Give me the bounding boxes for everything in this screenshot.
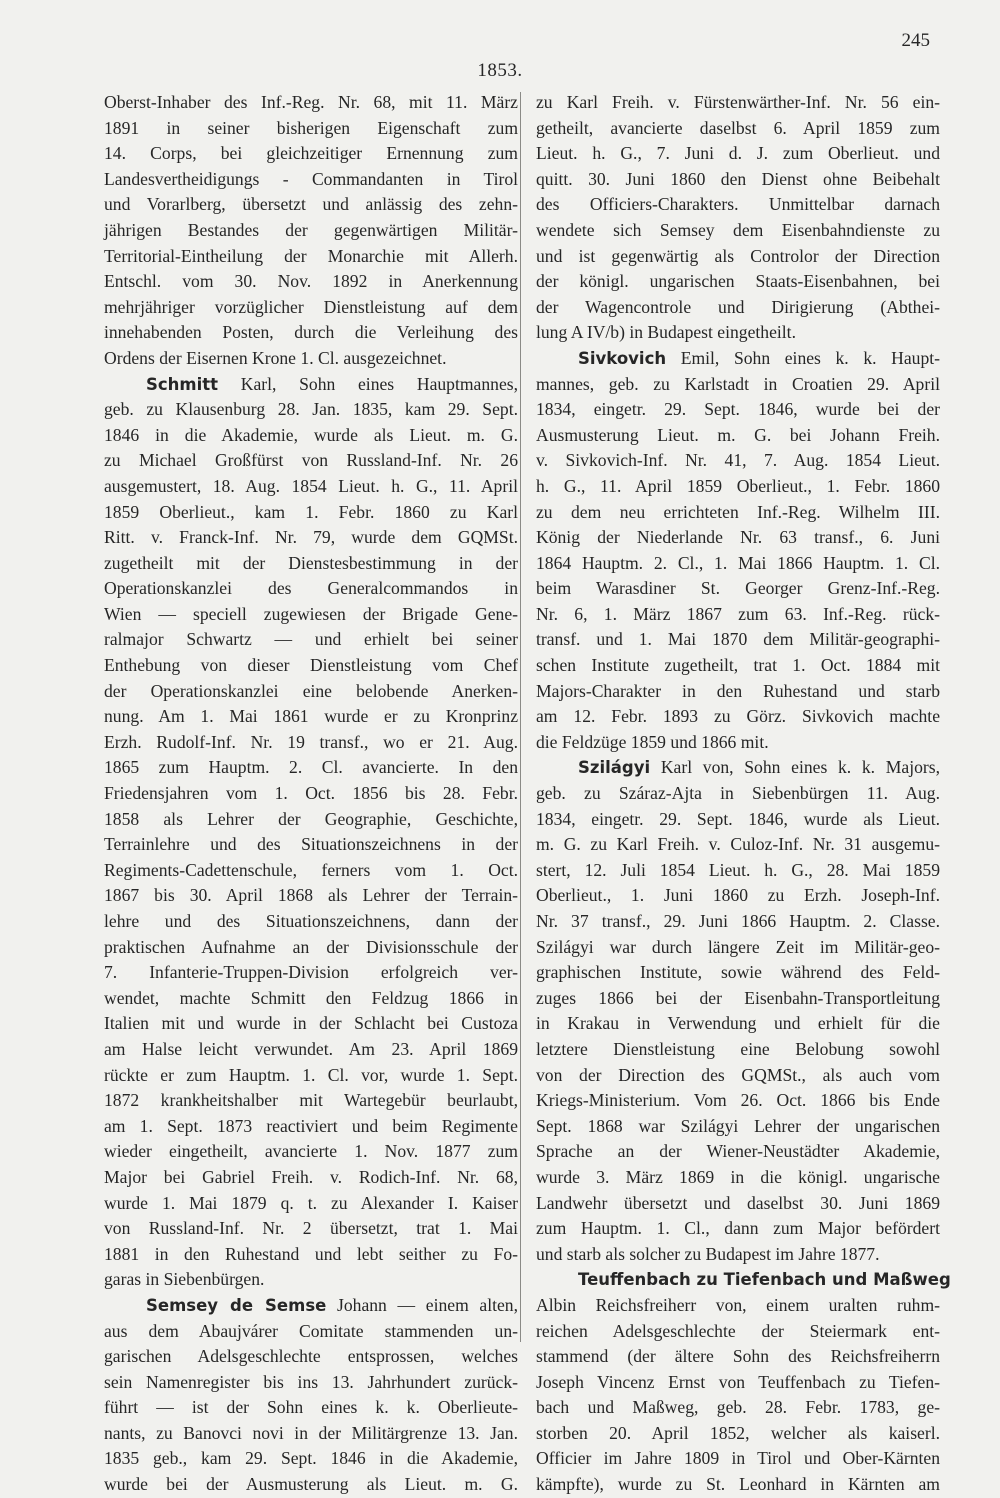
text-line [536, 295, 940, 321]
line-text: Entschl. vom 30. Nov. 1892 in Anerkennung [104, 271, 518, 292]
line-text: stammend (der ältere Sohn des Reichsfreiherrn [536, 1346, 940, 1367]
line-text: Terrainlehre und des Situationszeichnens in der [104, 834, 518, 855]
line-text: nants, zu Banovci novi in der Militärgrenze 13. Jan. [104, 1422, 518, 1443]
text-line [536, 960, 940, 986]
text-line [536, 1370, 940, 1396]
text-line [104, 1421, 518, 1447]
text-line [536, 1344, 940, 1370]
page-year-header: 1853. [477, 60, 523, 81]
line-text: mannes, geb. zu Karlstadt in Croatien 29. April [536, 373, 940, 394]
text-line [536, 1319, 940, 1345]
text-line [536, 858, 940, 884]
text-line [104, 1165, 518, 1191]
text-line [104, 90, 518, 116]
text-line [536, 832, 940, 858]
line-text: stert, 12. Juli 1854 Lieut. h. G., 28. Mai 1859 [536, 859, 940, 880]
text-line [104, 960, 518, 986]
line-text: Emil, Sohn eines k. k. Haupt- [666, 347, 940, 368]
line-text: innehabenden Posten, durch die Verleihung des [104, 322, 518, 343]
text-line [536, 141, 940, 167]
line-text: Szilágyi war durch längere Zeit im Militär-geo- [536, 936, 940, 957]
line-text: lung A IV/b) in Budapest eingetheilt. [536, 322, 796, 343]
text-line [536, 1037, 940, 1063]
text-line [104, 423, 518, 449]
line-text: 1872 krankheitshalber mit Wartegebür beurlaubt, [104, 1090, 518, 1111]
text-line [536, 1216, 940, 1242]
text-line [536, 730, 940, 756]
line-text: bach und Maßweg, geb. 28. Febr. 1783, ge- [536, 1397, 940, 1418]
text-line [536, 576, 940, 602]
text-line [104, 1191, 518, 1217]
line-text: der Operationskanzlei eine belobende Anerken- [104, 680, 518, 701]
line-text: am 12. Febr. 1893 zu Görz. Sivkovich machte [536, 706, 940, 727]
text-line [104, 1011, 518, 1037]
text-line [104, 679, 518, 705]
line-text: getheilt, avancierte daselbst 6. April 1859 zum [536, 117, 940, 138]
line-text: schen Institute zugetheilt, trat 1. Oct. 1884 mit [536, 655, 940, 676]
text-line [536, 269, 940, 295]
line-text: zum Hauptm. 1. Cl., dann zum Major befördert [536, 1218, 940, 1239]
line-text: aus dem Abaujvárer Comitate stammenden un- [104, 1320, 518, 1341]
text-line [104, 909, 518, 935]
line-text: 1834, eingetr. 29. Sept. 1846, wurde bei der [536, 399, 940, 420]
line-text: der Wagencontrole und Dirigierung (Abthei- [536, 296, 940, 317]
text-line [104, 883, 518, 909]
text-line [536, 423, 940, 449]
text-line [104, 167, 518, 193]
line-text: des Officiers-Charakters. Unmittelbar darnach [536, 194, 940, 215]
line-text: Officier im Jahre 1809 in Tirol und Ober-Kärnten [536, 1448, 940, 1469]
line-text: v. Sivkovich-Inf. Nr. 41, 7. Aug. 1854 Lieut. [536, 450, 940, 471]
entry-heading-line [536, 755, 940, 781]
line-text: letztere Dienstleistung eine Belobung sowohl [536, 1038, 940, 1059]
text-line [104, 1370, 518, 1396]
line-text: Nr. 6, 1. März 1867 zum 63. Inf.-Reg. rück- [536, 603, 940, 624]
text-line [536, 90, 940, 116]
line-text: transf. und 1. Mai 1870 dem Militär-geographi- [536, 629, 940, 650]
text-line [104, 1344, 518, 1370]
line-text: garischen Adelsgeschlechte entsprossen, welches [104, 1346, 518, 1367]
text-line [104, 397, 518, 423]
line-text: von der Direction des GQMSt., als auch vom [536, 1064, 940, 1085]
entry-name: Schmitt [146, 374, 219, 394]
line-text: Karl von, Sohn eines k. k. Majors, [650, 757, 940, 778]
text-line [104, 935, 518, 961]
entry-name: Semsey de Semse [146, 1295, 327, 1315]
text-line [104, 755, 518, 781]
text-line [536, 1395, 940, 1421]
text-line [104, 986, 518, 1012]
text-line [104, 1472, 518, 1498]
line-text: in Krakau in Verwendung und erhielt für die [536, 1013, 940, 1034]
entry-heading-line [536, 1267, 951, 1293]
text-line [536, 192, 940, 218]
line-text: Ordens der Eisernen Krone 1. Cl. ausgezeichnet. [104, 347, 447, 368]
text-line [536, 1191, 940, 1217]
text-line [104, 1088, 518, 1114]
text-line [536, 474, 940, 500]
line-text: Oberst-Inhaber des Inf.-Reg. Nr. 68, mit 11. März [104, 92, 518, 112]
text-line [104, 525, 518, 551]
text-line [536, 627, 940, 653]
line-text: der königl. ungarischen Staats-Eisenbahnen, bei [536, 271, 940, 292]
line-text: Johann — einem alten, [326, 1294, 519, 1315]
text-line [536, 448, 940, 474]
text-line [104, 141, 518, 167]
text-line [536, 397, 940, 423]
line-text: geb. zu Száraz-Ajta in Siebenbürgen 11. Aug. [536, 783, 940, 804]
line-text: Albin Reichsfreiherr von, einem uralten ruhm- [536, 1294, 940, 1315]
line-text: Karl, Sohn eines Hauptmannes, [218, 373, 518, 394]
line-text: Operationskanzlei des Generalcommandos in [104, 578, 518, 599]
text-line [104, 730, 518, 756]
line-text: 1858 als Lehrer der Geographie, Geschichte, [104, 808, 518, 829]
page-number: 245 [901, 30, 930, 51]
text-line [536, 525, 940, 551]
entry-name: Szilágyi [578, 758, 651, 778]
line-text: zugetheilt mit der Dienstesbestimmung in der [104, 552, 518, 573]
line-text: jährigen Bestandes der gegenwärtigen Militär- [104, 219, 518, 240]
line-text: Majors-Charakter in den Ruhestand und starb [536, 680, 940, 701]
line-text: praktischen Aufnahme an der Divisionsschule der [104, 936, 518, 957]
text-line [104, 576, 518, 602]
text-line [536, 1165, 940, 1191]
text-line [104, 1395, 518, 1421]
line-text: Erzh. Rudolf-Inf. Nr. 19 transf., wo er 21. Aug. [104, 731, 518, 752]
text-line [536, 1139, 940, 1165]
text-line [104, 1242, 518, 1268]
text-line [104, 218, 518, 244]
line-text: 1867 bis 30. April 1868 als Lehrer der Terrain- [104, 885, 518, 906]
line-text: zu dem neu errichteten Inf.-Reg. Wilhelm III. [536, 501, 940, 522]
text-line [536, 986, 940, 1012]
text-line [104, 653, 518, 679]
line-text: und starb als solcher zu Budapest im Jahre 1877. [536, 1243, 880, 1264]
text-line [104, 858, 518, 884]
line-text: Regiments-Cadettenschule, ferners vom 1. Oct. [104, 859, 518, 880]
line-text: wurde 1. Mai 1879 q. t. zu Alexander I. Kaiser [104, 1192, 518, 1213]
line-text: ralmajor Schwartz — und erhielt bei seiner [104, 629, 518, 650]
line-text: führt — ist der Sohn eines k. k. Oberlieute- [104, 1397, 518, 1418]
line-text: Ausmusterung Lieut. m. G. bei Johann Freih. [536, 424, 940, 445]
line-text: wendete sich Semsey dem Eisenbahndienste zu [536, 219, 940, 240]
line-text: kämpfte), wurde zu St. Leonhard in Kärnten am [536, 1474, 940, 1495]
line-text: Territorial-Eintheilung der Monarchie mit Allerh. [104, 245, 518, 266]
line-text: geb. zu Klausenburg 28. Jan. 1835, kam 29. Sept. [104, 399, 518, 420]
text-line [536, 807, 940, 833]
line-text: Sept. 1868 war Szilágyi Lehrer der ungarischen [536, 1115, 940, 1136]
line-text: zu Karl Freih. v. Fürstenwärther-Inf. Nr. 56 ein- [536, 92, 940, 112]
text-line [104, 295, 518, 321]
text-line [104, 474, 518, 500]
line-text: wieder eingetheilt, avancierte 1. Nov. 1877 zum [104, 1141, 518, 1162]
text-line [104, 627, 518, 653]
line-text: Landwehr übersetzt und daselbst 30. Juni 1869 [536, 1192, 940, 1213]
line-text: Major bei Gabriel Freih. v. Rodich-Inf. Nr. 68, [104, 1166, 518, 1187]
column-divider [520, 92, 521, 1342]
text-line [104, 704, 518, 730]
line-text: Nr. 37 transf., 29. Juni 1866 Hauptm. 2. Classe. [536, 911, 940, 931]
line-text: am 1. Sept. 1873 reactiviert und beim Regimente [104, 1115, 518, 1136]
line-text: mehrjähriger vorzüglicher Dienstleistung auf dem [104, 296, 518, 317]
line-text: 1859 Oberlieut., kam 1. Febr. 1860 zu Karl [104, 501, 518, 522]
line-text: 1846 in die Akademie, wurde als Lieut. m. G. [104, 424, 518, 445]
text-line [536, 781, 940, 807]
line-text: die Feldzüge 1859 und 1866 mit. [536, 731, 769, 752]
line-text: und ist gegenwärtig als Controlor der Direction [536, 245, 940, 266]
left-column [104, 90, 518, 1498]
text-line [104, 1114, 518, 1140]
text-line [536, 320, 940, 346]
line-text: h. G., 11. April 1859 Oberlieut., 1. Febr. 1860 [536, 475, 940, 496]
line-text: garas in Siebenbürgen. [104, 1269, 265, 1290]
line-text: lehre und des Situationszeichnens, dann der [104, 911, 518, 931]
line-text: Lieut. h. G., 7. Juni d. J. zum Oberlieut. und [536, 143, 940, 164]
line-text: 1864 Hauptm. 2. Cl., 1. Mai 1866 Hauptm. 1. Cl. [536, 552, 940, 573]
text-line [536, 116, 940, 142]
text-line [104, 346, 518, 372]
line-text: Enthebung von dieser Dienstleistung vom Chef [104, 655, 518, 676]
text-line [536, 1114, 940, 1140]
entry-heading-line [104, 1293, 518, 1319]
text-line [104, 448, 518, 474]
line-text: reichen Adelsgeschlechte der Steiermark ent- [536, 1320, 940, 1341]
text-line [104, 269, 518, 295]
text-line [536, 500, 940, 526]
line-text: 7. Infanterie-Truppen-Division erfolgreich ver- [104, 962, 518, 983]
line-text: zu Michael Großfürst von Russland-Inf. Nr. 26 [104, 450, 518, 471]
line-text: beim Warasdiner St. Georger Grenz-Inf.-Reg. [536, 578, 940, 599]
text-line [536, 218, 940, 244]
text-line [536, 372, 940, 398]
text-line [104, 602, 518, 628]
entry-heading-line [536, 346, 940, 372]
line-text: Friedensjahren vom 1. Oct. 1856 bis 28. Febr. [104, 783, 518, 804]
text-line [104, 1319, 518, 1345]
text-line [104, 244, 518, 270]
line-text: Kriegs-Ministerium. Vom 26. Oct. 1866 bis Ende [536, 1090, 940, 1111]
text-line [536, 653, 940, 679]
text-line [536, 1421, 940, 1447]
line-text: nung. Am 1. Mai 1861 wurde er zu Kronprinz [104, 706, 518, 727]
line-text: Joseph Vincenz Ernst von Teuffenbach zu Tiefen- [536, 1371, 940, 1392]
text-line [104, 832, 518, 858]
text-line [104, 1037, 518, 1063]
line-text: 1865 zum Hauptm. 2. Cl. avancierte. In den [104, 757, 518, 778]
line-text: 1881 in den Ruhestand und lebt seither zu Fo- [104, 1243, 518, 1264]
line-text: graphischen Institute, sowie während des Feld- [536, 962, 940, 983]
entry-heading-line [104, 372, 518, 398]
text-line [536, 1242, 940, 1268]
text-line [536, 602, 940, 628]
text-line [104, 1139, 518, 1165]
text-line [536, 1088, 940, 1114]
line-text: wendet, machte Schmitt den Feldzug 1866 in [104, 987, 518, 1008]
text-line [104, 1063, 518, 1089]
text-line [104, 500, 518, 526]
right-column [536, 90, 951, 1498]
text-line [536, 244, 940, 270]
line-text: Landesvertheidigungs - Commandanten in Tirol [104, 168, 518, 189]
text-line [104, 192, 518, 218]
line-text: König der Niederlande Nr. 63 transf., 6. Juni [536, 527, 940, 548]
text-line [104, 1267, 518, 1293]
line-text: quitt. 30. Juni 1860 den Dienst ohne Beibehalt [536, 168, 940, 189]
line-text: am Halse leicht verwundet. Am 23. April 1869 [104, 1038, 518, 1059]
text-line [536, 935, 940, 961]
line-text: Ritt. v. Franck-Inf. Nr. 79, wurde dem GQMSt. [104, 527, 518, 548]
line-text: Italien mit und wurde in der Schlacht bei Custoza [104, 1013, 518, 1034]
text-line [536, 1293, 940, 1319]
line-text: 1835 geb., kam 29. Sept. 1846 in die Akademie, [104, 1448, 518, 1469]
line-text: sein Namenregister bis ins 13. Jahrhundert zurück- [104, 1371, 518, 1392]
text-line [536, 679, 940, 705]
text-line [536, 883, 940, 909]
text-line [104, 1446, 518, 1472]
line-text: Sprache an der Wiener-Neustädter Akademie, [536, 1141, 940, 1162]
text-line [536, 551, 940, 577]
line-text: rückte er zum Hauptm. 1. Cl. vor, wurde 1. Sept. [104, 1064, 518, 1085]
text-line [536, 1011, 940, 1037]
line-text: zuges 1866 bei der Eisenbahn-Transportleitung [536, 987, 940, 1008]
line-text: 14. Corps, bei gleichzeitiger Ernennung zum [104, 143, 518, 164]
text-line [536, 1472, 940, 1498]
text-line [104, 116, 518, 142]
line-text: und Vorarlberg, übersetzt und anlässig des zehn- [104, 194, 518, 215]
line-text: von Russland-Inf. Nr. 2 übersetzt, trat 1. Mai [104, 1218, 518, 1239]
line-text: 1834, eingetr. 29. Sept. 1846, wurde als Lieut. [536, 808, 940, 829]
text-line [104, 807, 518, 833]
text-line [536, 167, 940, 193]
text-line [104, 320, 518, 346]
entry-name: Teuffenbach zu Tiefenbach und Maßweg [578, 1270, 951, 1290]
text-line [104, 1216, 518, 1242]
text-line [536, 1063, 940, 1089]
entry-name: Sivkovich [578, 348, 667, 368]
text-line [536, 909, 940, 935]
text-line [104, 781, 518, 807]
line-text: 1891 in seiner bisherigen Eigenschaft zum [104, 117, 518, 138]
line-text: wurde bei der Ausmusterung als Lieut. m. G. [104, 1474, 518, 1495]
text-line [536, 1446, 940, 1472]
line-text: m. G. zu Karl Freih. v. Culoz-Inf. Nr. 31 ausgemu- [536, 834, 940, 855]
line-text: ausgemustert, 18. Aug. 1854 Lieut. h. G., 11. April [104, 475, 518, 496]
text-line [104, 551, 518, 577]
line-text: Wien — speciell zugewiesen der Brigade Gene- [104, 603, 518, 624]
line-text: storben 20. April 1852, welcher als kaiserl. [536, 1422, 940, 1443]
line-text: Oberlieut., 1. Juni 1860 zu Erzh. Joseph-Inf. [536, 885, 940, 906]
line-text: wurde 3. März 1869 in die königl. ungarische [536, 1166, 940, 1187]
text-line [536, 704, 940, 730]
